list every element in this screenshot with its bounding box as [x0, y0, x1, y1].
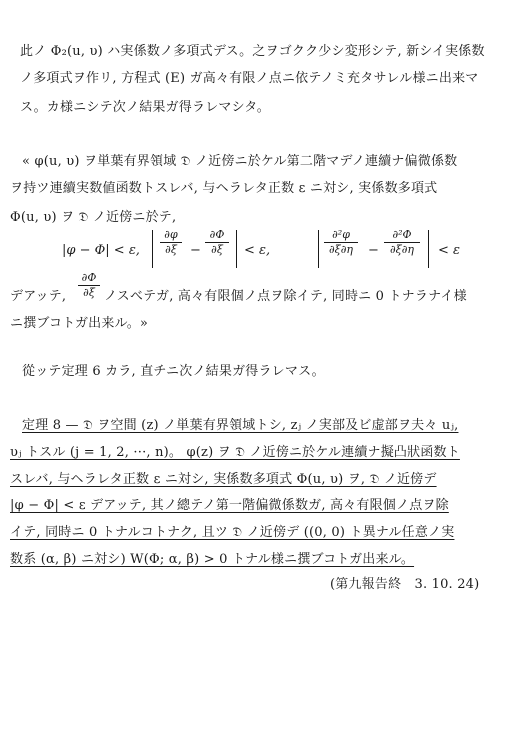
quote-line-2: ヲ持ツ連續実数値函数トスレバ, 与ヘラレタ正数 ε ニ対シ, 実係数多項式: [10, 181, 438, 196]
fraction-d2Phi: ∂²Φ ∂ξ∂η: [384, 229, 420, 256]
abs-bar-left-2: [318, 230, 319, 268]
abs-bar-left-1: [152, 230, 153, 268]
theorem-line-2: υⱼ トスル (j = 1, 2, ···, n)。 φ(z) ヲ 𝔇 ノ近傍ニ於ケル連續ナ擬凸狀函数ト: [10, 445, 460, 460]
minus-sign-2: −: [368, 243, 379, 258]
less-than-eps-2: < ε: [438, 243, 461, 258]
quote-line-1: « φ(u, υ) ヲ単葉有界領域 𝔇 ノ近傍ニ於ケル第二階マデノ連續ナ偏微係数: [22, 154, 458, 169]
theorem-line-3: スレバ, 与ヘラレタ正数 ε ニ対シ, 実係数多項式 Φ(u, υ) ヲ, 𝔇 ノ近傍デ: [10, 472, 437, 487]
abs-bar-right-1: [236, 230, 237, 268]
theorem-line-5: イテ, 同時ニ 0 トナルコトナク, 且ツ 𝔇 ノ近傍デ ((0, 0) ト異ナル任意ノ実: [10, 525, 455, 540]
fraction-dPhi-dxi: ∂Φ ∂ξ: [205, 229, 229, 256]
paragraph-2: 從ッテ定理 6 カラ, 直チニ次ノ結果ガ得ラレマス。: [22, 364, 325, 379]
abs-bar-right-2: [428, 230, 429, 268]
paragraph-1-line-2: ノ多項式ヲ作リ, 方程式 (E) ガ高々有限ノ点ニ依テノミ充タサレル様ニ出来マ: [20, 71, 479, 86]
fraction-dphi-dxi: ∂φ ∂ξ: [160, 229, 182, 256]
quote-line-3: Φ(u, υ) ヲ 𝔇 ノ近傍ニ於テ,: [10, 210, 177, 225]
theorem-line-6: 数系 (α, β) ニ対シ) W(Φ; α, β) > 0 トナル様ニ撰ブコトガ出来ル。: [10, 552, 415, 567]
less-than-eps-1: < ε,: [244, 243, 271, 258]
report-end-note: (第九報告終 3. 10. 24): [330, 577, 480, 592]
fraction-dPhi-dxi-inline: ∂Φ ∂ξ: [78, 272, 100, 299]
inequality-part-1: |φ − Φ| < ε,: [62, 243, 140, 258]
quote-end-prefix: デアッテ,: [10, 289, 67, 304]
quote-end-suffix: ノスベテガ, 高々有限個ノ点ヲ除イテ, 同時ニ 0 トナラナイ様: [104, 289, 467, 304]
theorem-line-4: |φ − Φ| < ε デアッテ, 其ノ總テノ第一階偏微係数ガ, 高々有限個ノ点ヲ除: [10, 498, 449, 513]
paragraph-1-line-1: 此ノ Φ₂(u, υ) ハ実係数ノ多項式デス。之ヲゴクク少シ変形シテ, 新シイ実係数: [20, 44, 485, 59]
quote-end-line-2: ニ撰ブコトガ出来ル。»: [10, 316, 149, 331]
theorem-line-1: 定理 8 — 𝔇 ヲ空間 (z) ノ単葉有界領域トシ, zⱼ ノ実部及ビ虚部ヲ夫々 uⱼ,: [22, 418, 459, 433]
minus-sign-1: −: [190, 243, 201, 258]
fraction-d2phi: ∂²φ ∂ξ∂η: [324, 229, 358, 256]
paragraph-1-line-3: ス。カ様ニシテ次ノ結果ガ得ラレマシタ。: [20, 100, 270, 115]
